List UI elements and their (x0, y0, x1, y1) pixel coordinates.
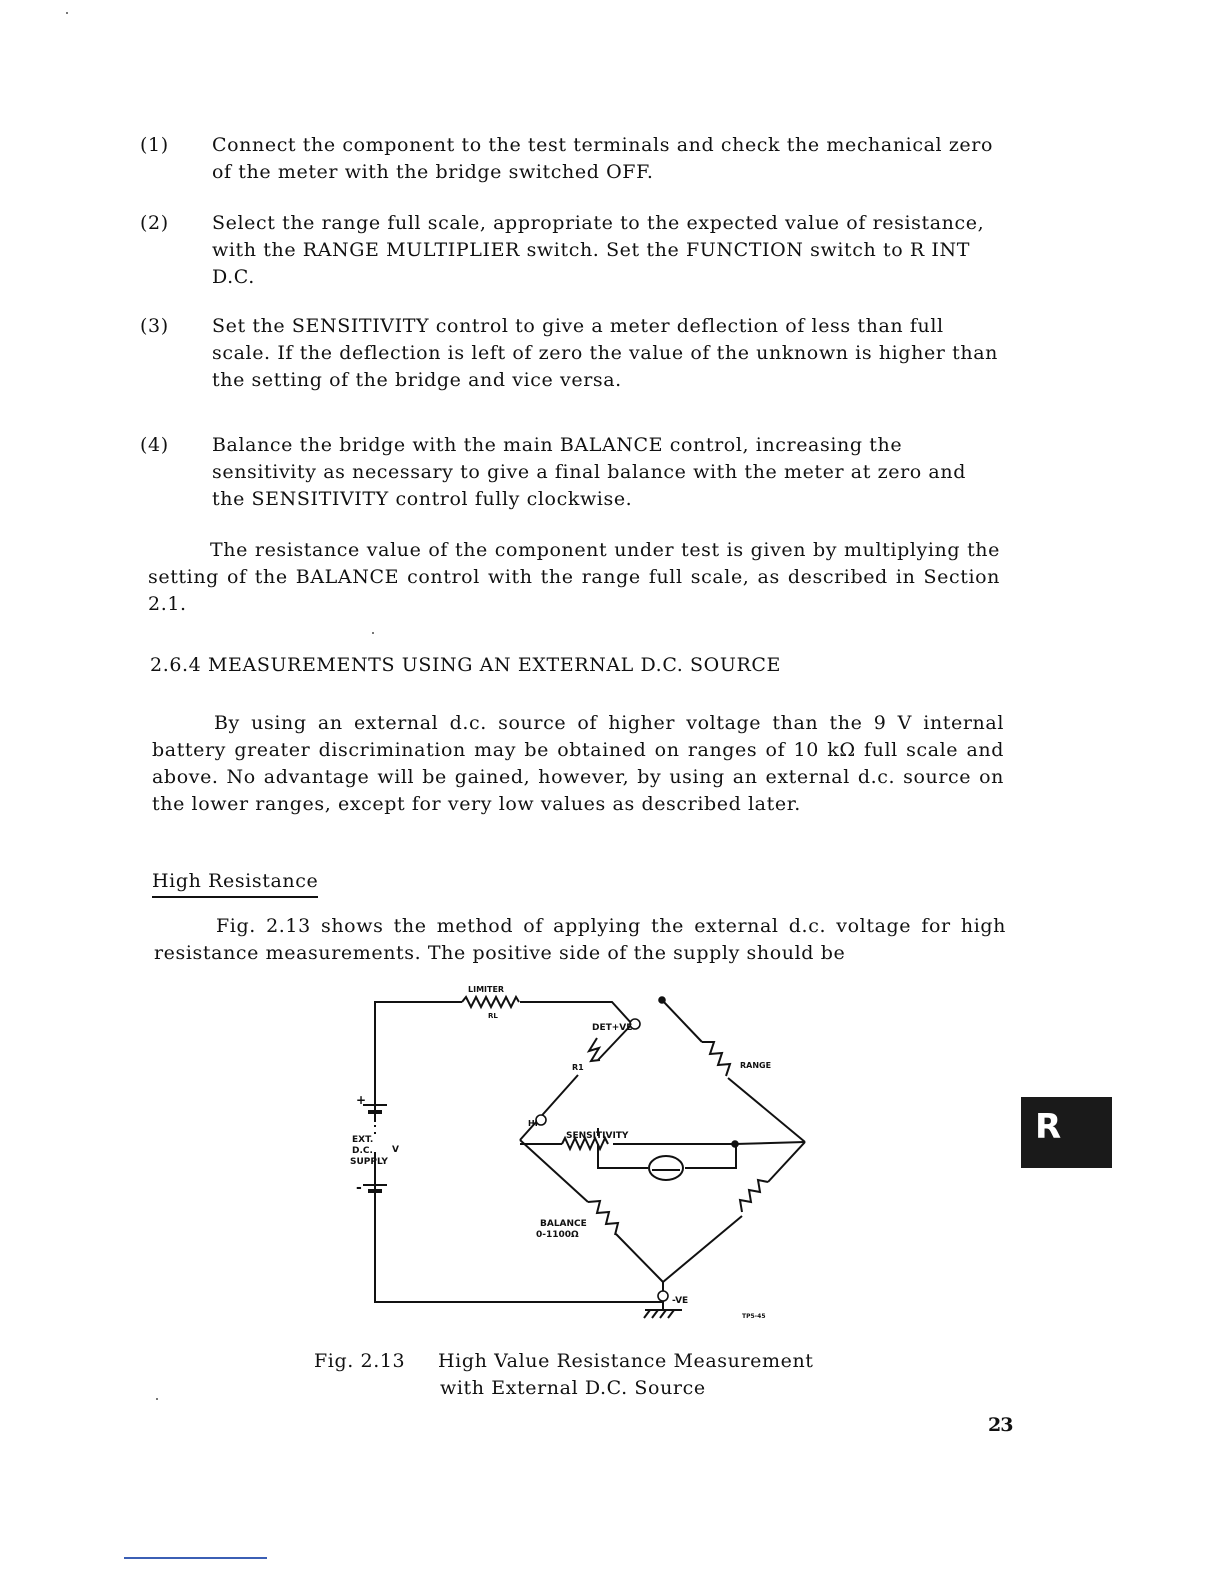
label-minus: - (356, 1180, 362, 1196)
label-supply: SUPPLY (350, 1157, 388, 1167)
label-limiter: LIMITER (468, 985, 505, 994)
step-text: Balance the bridge with the main BALANCE control, increasing the sensitivity as necessary to give a final balance with the meter at zero and the SENSITIVITY control fully clockwise. (212, 434, 966, 510)
arm-right-lower (663, 1216, 742, 1282)
subheading-high-resistance: High Resistance (152, 868, 318, 898)
meter-lead-right (685, 1144, 736, 1168)
wire-left-bottom (375, 1152, 663, 1302)
caption-line-1: High Value Resistance Measurement (438, 1350, 814, 1372)
label-plus: + (356, 1093, 367, 1107)
label-sensitivity: SENSITIVITY (566, 1131, 629, 1141)
step-4 (140, 432, 1000, 513)
scan-speck (156, 1398, 158, 1400)
range-resistor (702, 1042, 730, 1076)
meter-symbol (649, 1156, 683, 1180)
label-det-ve: DET+VE (592, 1023, 633, 1033)
scan-speck (66, 12, 68, 14)
terminal-neg-ve (658, 1291, 668, 1301)
section-tab: R (1021, 1097, 1112, 1168)
label-ref: TP5-45 (742, 1313, 766, 1320)
label-dc: D.C. (352, 1146, 373, 1156)
wire-top-right (520, 1002, 632, 1024)
page-number: 23 (988, 1414, 1013, 1436)
label-r1: R1 (572, 1063, 584, 1072)
ground-hatch (644, 1310, 674, 1318)
arm-range-lower (728, 1078, 805, 1142)
step-number: (1) (140, 134, 169, 156)
step-number: (3) (140, 315, 169, 337)
arm-balance-upper (520, 1140, 588, 1202)
external-source-text: By using an external d.c. source of higher voltage than the 9 V internal battery greater discrimination may be obtained on ranges of 10 kΩ full scale and above. No advantage will be gained, however, by using an external d.c. source on the lower ranges, except for very low values as described later. (152, 712, 1004, 815)
balance-resistor (588, 1201, 618, 1235)
caption-line-2: with External D.C. Source (440, 1377, 706, 1399)
label-balance-range: 0-1100Ω (536, 1230, 579, 1240)
step-text: Connect the component to the test terminals and check the mechanical zero of the meter with the bridge switched OFF. (212, 134, 993, 183)
terminal-top (659, 997, 665, 1003)
step-text: Set the SENSITIVITY control to give a meter deflection of less than full scale. If the deflection is left of zero the value of the unknown is higher than the setting of the bridge and vice versa. (212, 315, 998, 391)
junction-dot (732, 1141, 738, 1147)
step-1 (140, 132, 1000, 186)
caption-label: Fig. 2.13 (314, 1350, 406, 1372)
step-2 (140, 210, 1000, 291)
step-number: (2) (140, 212, 169, 234)
label-hi: HI (528, 1119, 538, 1128)
label-rl: RL (488, 1012, 498, 1020)
r1-resistor (589, 1038, 600, 1061)
result-paragraph (148, 537, 1000, 618)
arm-balance-lower (616, 1234, 663, 1282)
label-neg-ve: -VE (672, 1296, 689, 1306)
label-v: V (392, 1145, 399, 1155)
scan-speck (372, 632, 374, 634)
step-text: Select the range full scale, appropriate to the expected value of resistance, with the RANGE MULTIPLIER switch. Set the FUNCTION switch to R INT D.C. (212, 212, 985, 288)
wire-sensitivity-right (613, 1142, 805, 1144)
circuit-diagram (330, 980, 810, 1325)
high-resistance-text: Fig. 2.13 shows the method of applying the external d.c. voltage for high resistance measurements. The positive side of the supply should be (154, 915, 1006, 964)
label-range: RANGE (740, 1061, 772, 1070)
step-3 (140, 313, 1000, 394)
label-balance: BALANCE (540, 1219, 587, 1229)
label-ext: EXT. (352, 1135, 374, 1145)
arm-range-upper (662, 1000, 702, 1042)
meter-lead-left (598, 1144, 648, 1168)
limiter-resistor (462, 997, 519, 1007)
bottom-rule (124, 1557, 267, 1559)
bridge-circuit-svg (330, 980, 810, 1325)
arm-right-upper (768, 1142, 805, 1182)
external-source-paragraph (152, 710, 1004, 818)
step-number: (4) (140, 434, 169, 456)
section-heading: 2.6.4 MEASUREMENTS USING AN EXTERNAL D.C. SOURCE (150, 654, 781, 676)
figure-caption (314, 1348, 874, 1402)
wire-left-top (375, 1002, 462, 1120)
right-resistor (740, 1180, 768, 1212)
high-resistance-paragraph (154, 913, 1006, 967)
result-paragraph-text: The resistance value of the component under test is given by multiplying the setting of the BALANCE control with the range full scale, as described in Section 2.1. (148, 539, 1000, 615)
